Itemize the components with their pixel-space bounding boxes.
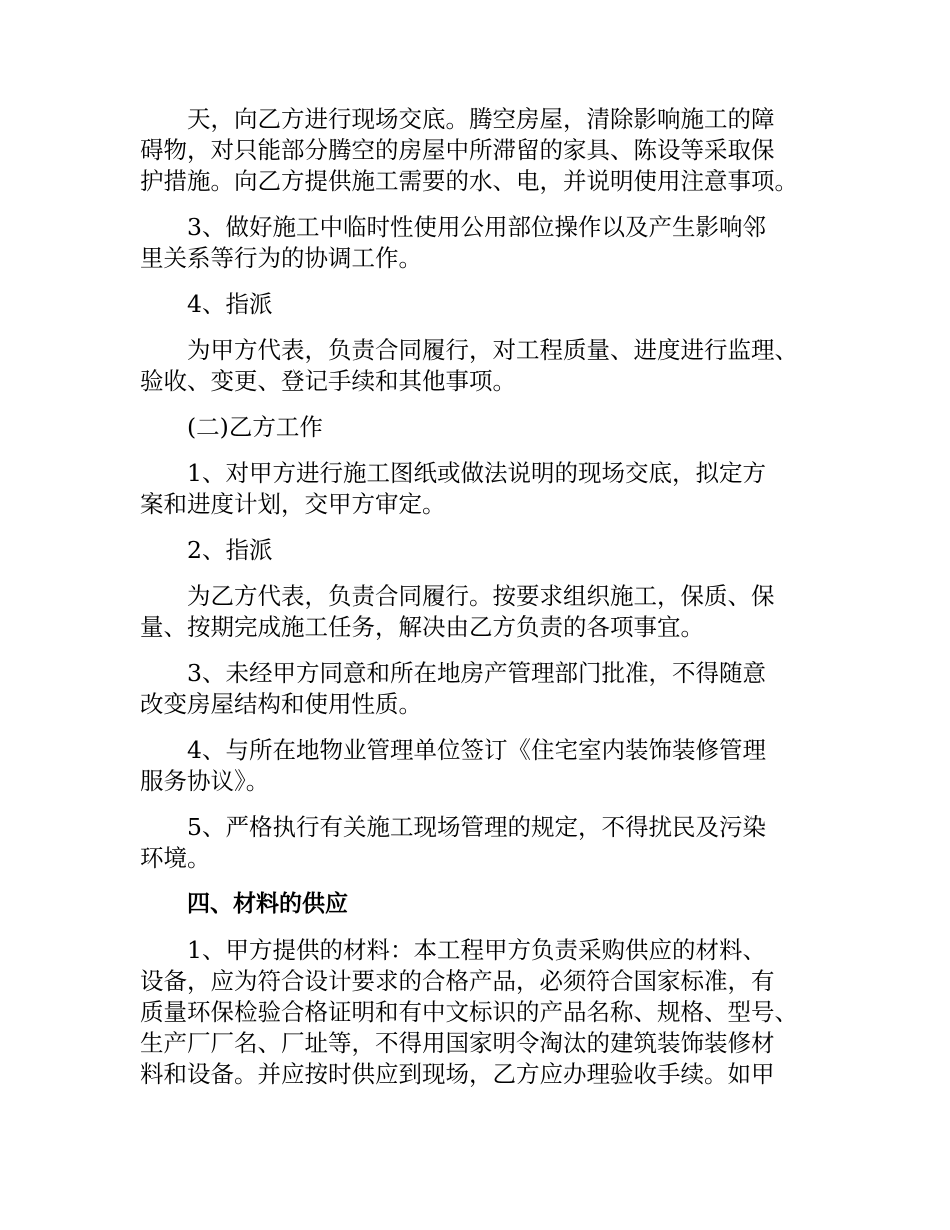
document-page <box>140 104 830 1105</box>
paragraph-materials-party-a: 1、甲方提供的材料：本工程甲方负责采购供应的材料、 设备，应为符合设计要求的合格产品，必须符合国家标准，有 质量环保检验合格证明和有中文标识的产品名称、规格、型号、 生产厂厂名、厂址等，不得用国家明令淘汰的建筑装饰装修材 料和设备。并应按时供应到现场，乙方应办理验收手续。如甲 <box>140 936 798 1088</box>
paragraph-coordination: 3、做好施工中临时性使用公用部位操作以及产生影响邻 里关系等行为的协调工作。 <box>140 213 766 272</box>
paragraph-b-disclosure: 1、对甲方进行施工图纸或做法说明的现场交底，拟定方 案和进度计划，交甲方审定。 <box>140 459 766 518</box>
paragraph-party-b-rep: 为乙方代表，负责合同履行。按要求组织施工，保质、保 量、按期完成施工任务，解决由乙方负责的各项事宜。 <box>140 582 775 641</box>
paragraph-site-management: 5、严格执行有关施工现场管理的规定，不得扰民及污染 环境。 <box>140 813 766 872</box>
paragraph-property-agreement: 4、与所在地物业管理单位签订《住宅室内装饰装修管理 服务协议》。 <box>140 736 766 795</box>
paragraph-party-a-rep: 为甲方代表，负责合同履行，对工程质量、进度进行监理、 验收、变更、登记手续和其他事项。 <box>140 336 798 395</box>
paragraph-assign-b: 2、指派 <box>187 536 273 564</box>
paragraph-party-a-prep: 天，向乙方进行现场交底。腾空房屋，清除影响施工的障 碍物，对只能部分腾空的房屋中所滞留的家具、陈设等采取保 护措施。向乙方提供施工需要的水、电，并说明使用注意事项。 <box>140 105 798 195</box>
section-heading-materials: 四、材料的供应 <box>187 891 348 917</box>
paragraph-assign-a: 4、指派 <box>187 290 273 318</box>
paragraph-no-structure-change: 3、未经甲方同意和所在地房产管理部门批准，不得随意 改变房屋结构和使用性质。 <box>140 659 766 718</box>
subheading-party-b-work: (二)乙方工作 <box>187 413 323 441</box>
